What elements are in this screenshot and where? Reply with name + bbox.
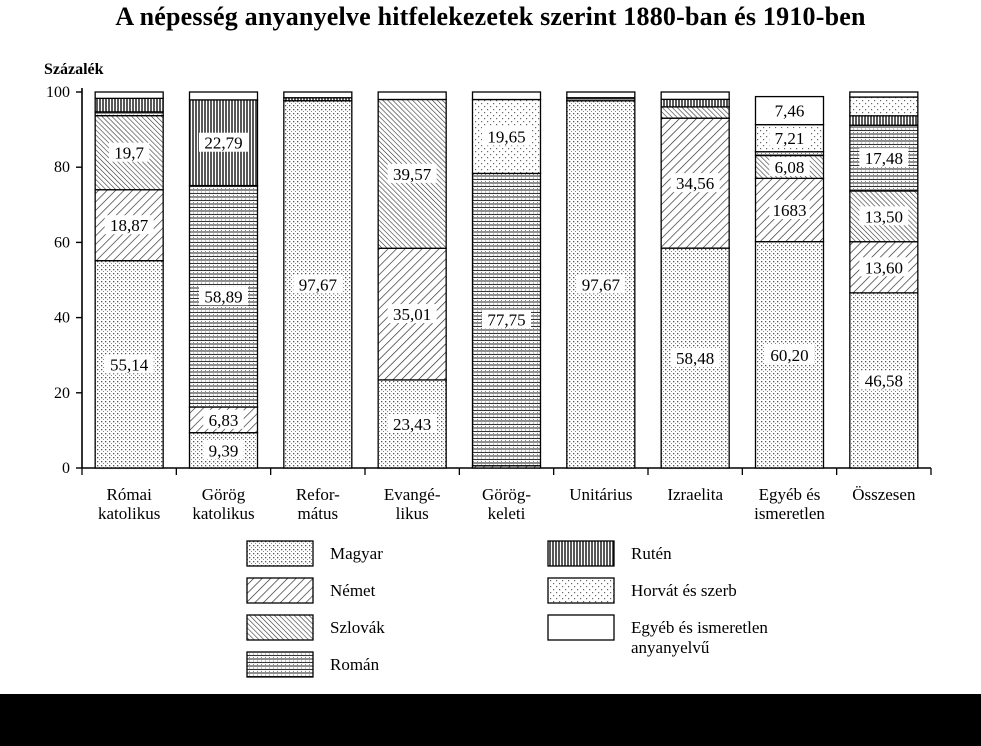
bar-stack (567, 92, 635, 468)
bar-segment (95, 92, 163, 98)
data-label: 55,14 (110, 355, 149, 375)
bottom-black-band (0, 694, 981, 746)
x-category-label: Római (106, 485, 152, 504)
bar-stack (284, 92, 352, 468)
x-category-label: Összesen (852, 485, 916, 504)
legend-label: Német (330, 581, 376, 600)
legend-item (247, 541, 383, 566)
data-label: 60,20 (770, 345, 809, 365)
data-label: 77,75 (487, 310, 526, 330)
y-tick-label: 60 (54, 234, 70, 252)
y-axis-unit-label: Százalék (44, 61, 104, 78)
bar-stack (850, 92, 918, 468)
x-category-label: mátus (297, 504, 339, 523)
data-label: 9,39 (208, 441, 239, 461)
x-category-label: Evangé- (383, 485, 441, 504)
x-category-label: keleti (487, 504, 526, 523)
y-tick-label: 80 (54, 159, 70, 177)
bar-stack (378, 92, 446, 468)
legend-swatch (548, 615, 614, 640)
legend-swatch (247, 541, 313, 566)
legend-swatch (247, 578, 313, 603)
legend-label: Román (330, 655, 380, 674)
legend-item (247, 652, 380, 677)
data-label: 23,43 (393, 414, 432, 434)
legend-label: anyanyelvű (631, 638, 710, 657)
bars (95, 92, 918, 468)
x-category-label: Izraelita (667, 485, 724, 504)
data-label: 19,65 (487, 127, 526, 147)
legend-label: Egyéb és ismeretlen (631, 618, 768, 637)
data-label: 1683 (772, 201, 807, 221)
data-label: 6,83 (208, 410, 239, 430)
data-label: 39,57 (393, 164, 432, 184)
y-tick-label: 20 (54, 384, 70, 402)
x-category-label: Egyéb és (758, 485, 821, 504)
data-label: 22,79 (204, 133, 243, 153)
legend-item (548, 615, 768, 657)
x-category-label: Refor- (295, 485, 340, 504)
category-labels (98, 485, 916, 523)
legend-item (548, 578, 737, 603)
legend-label: Szlovák (330, 618, 385, 637)
data-label: 19,7 (114, 143, 145, 163)
legend-swatch (548, 578, 614, 603)
x-category-label: Unitárius (569, 485, 633, 504)
bar-segment (661, 99, 729, 107)
data-label: 7,21 (774, 129, 805, 149)
bar-segment (661, 92, 729, 99)
bar-segment (850, 116, 918, 125)
y-tick-label: 100 (46, 84, 70, 101)
legend-item (548, 541, 672, 566)
bar-segment (661, 107, 729, 118)
bar-segment (567, 92, 635, 98)
legend (247, 541, 768, 677)
bar-stack (473, 92, 541, 468)
data-label: 58,89 (204, 287, 243, 307)
data-label: 13,50 (864, 207, 903, 227)
bar-segment (284, 92, 352, 98)
chart-title: A népesség anyanyelve hitfelekezetek szerint 1880-ban és 1910-ben (115, 2, 866, 31)
data-label: 58,48 (676, 349, 715, 369)
legend-item (247, 615, 385, 640)
data-label: 18,87 (110, 216, 149, 236)
x-category-label: likus (395, 504, 429, 523)
data-label: 6,08 (774, 157, 805, 177)
data-label: 13,60 (864, 258, 903, 278)
x-category-label: Görög- (481, 485, 532, 504)
data-label: 7,46 (774, 101, 805, 121)
y-tick-label: 40 (54, 309, 70, 327)
x-category-label: ismeretlen (754, 504, 825, 523)
bar-segment (190, 92, 258, 100)
legend-swatch (247, 615, 313, 640)
data-label: 34,56 (676, 174, 715, 194)
y-tick-label: 0 (62, 460, 70, 477)
bar-segment (850, 97, 918, 116)
data-label: 46,58 (864, 371, 903, 391)
bar-segment (473, 92, 541, 100)
data-label: 97,67 (581, 275, 620, 295)
bar-stack (95, 92, 163, 468)
legend-label: Rutén (631, 544, 672, 563)
data-label: 35,01 (393, 305, 432, 325)
legend-label: Magyar (330, 544, 383, 563)
legend-item (247, 578, 376, 603)
legend-swatch (247, 652, 313, 677)
data-label: 17,48 (864, 149, 903, 169)
legend-swatch (548, 541, 614, 566)
bar-segment (850, 92, 918, 97)
legend-label: Horvát és szerb (631, 581, 737, 600)
x-category-label: Görög (201, 485, 246, 504)
data-label: 97,67 (298, 275, 337, 295)
bar-stack (190, 92, 258, 468)
bar-stack (661, 92, 729, 468)
bar-segment (378, 92, 446, 99)
bar-segment (95, 98, 163, 112)
bar-stack (756, 97, 824, 468)
x-category-label: katolikus (97, 504, 161, 523)
x-category-label: katolikus (192, 504, 255, 523)
